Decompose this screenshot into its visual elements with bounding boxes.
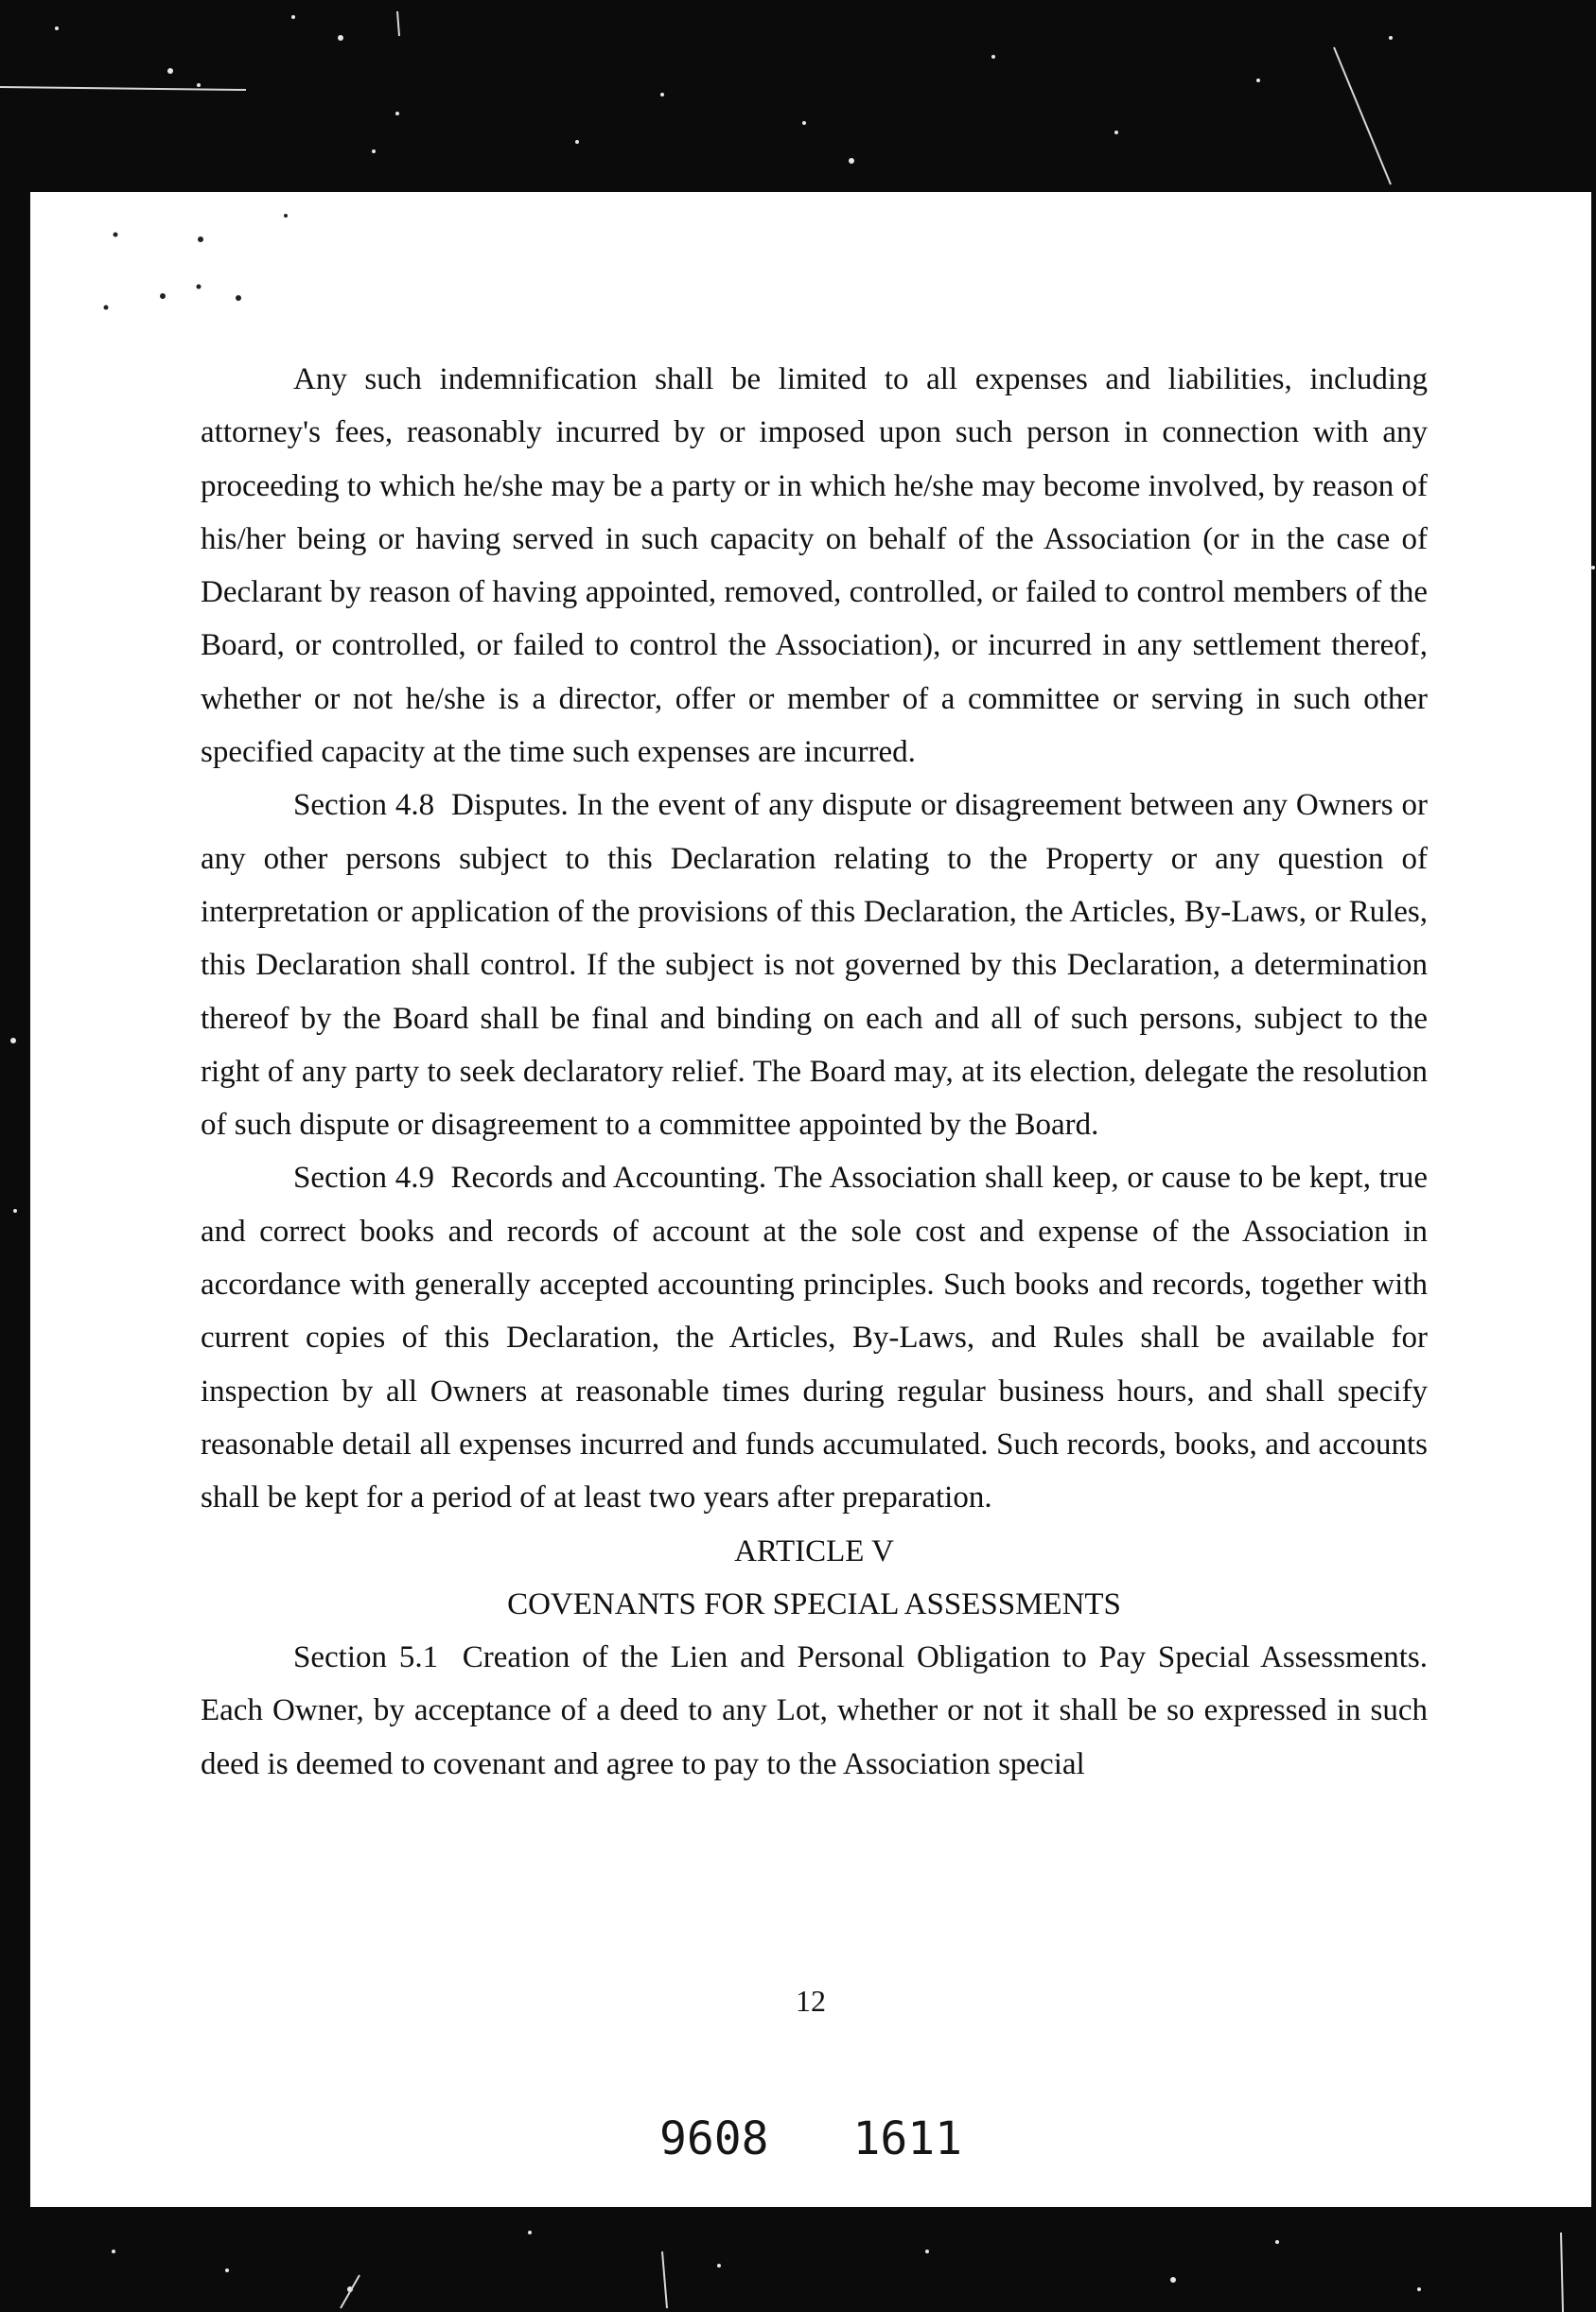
paragraph-text: Any such indemnification shall be limited to all expenses and liabilities, including attorney's fees, reasonably incurred by or imposed upon such person in connection with any proceeding to which he/she may be a party or in which he/she may become involved, by reason of his/her being or having served in such capacity on behalf of the Association (or in the case of Declarant by reason of having appointed, removed, controlled, or failed to control members of the Board, or controlled, or failed to control the Association), or incurred in any settlement thereof, whether or not he/she is a director, offer or member of a committee or serving in such other specified capacity at the time such expenses are incurred. [201, 362, 1428, 770]
paragraph-text: The Association shall keep, or cause to be kept, true and correct books and records of account at the sole cost and expense of the Association in accordance with generally accepted accounting principles. Such books and records, together with current copies of this Declaration, the Articles, By-Laws, and Rules shall be available for inspection by all Owners at reasonable times during regular business hours, and shall specify reasonable detail all expenses incurred and funds accumulated. Such records, books, and accounts shall be kept for a period of at least two years after preparation. [201, 1161, 1428, 1515]
article-subtitle: COVENANTS FOR SPECIAL ASSESSMENTS [507, 1586, 1121, 1621]
article-title: ARTICLE V [734, 1533, 894, 1568]
document-stamp-number: 9608 1611 [658, 2112, 963, 2165]
document-page [30, 192, 1591, 2207]
section-heading: Section 5.1 Creation of the Lien and Personal Obligation to Pay Special Assessments. [293, 1640, 1428, 1675]
section-heading: Section 4.9 Records and Accounting. [293, 1161, 767, 1196]
indemnification-paragraph [201, 353, 1428, 779]
section-4-9-paragraph [201, 1151, 1428, 1524]
paragraph-text: In the event of any dispute or disagreement between any Owners or any other persons subject to this Declaration relating to the Property or any question of interpretation or application of the provisions of this Declaration, the Articles, By-Laws, or Rules, this Declaration shall control. If the subject is not governed by this Declaration, a determination thereof by the Board shall be final and binding on each and all of such persons, subject to the right of any party to seek declaratory relief. The Board may, at its election, delegate the resolution of such dispute or disagreement to a committee appointed by the Board. [201, 788, 1428, 1143]
section-5-1-paragraph [201, 1631, 1428, 1791]
document-body [201, 353, 1428, 1791]
section-heading: Section 4.8 Disputes. [293, 788, 569, 823]
page-number: 12 [796, 1984, 826, 2018]
paragraph-text: Each Owner, by acceptance of a deed to any Lot, whether or not it shall be so expressed in such deed is deemed to covenant and agree to pay to the Association special [201, 1693, 1428, 1781]
section-4-8-paragraph [201, 779, 1428, 1151]
